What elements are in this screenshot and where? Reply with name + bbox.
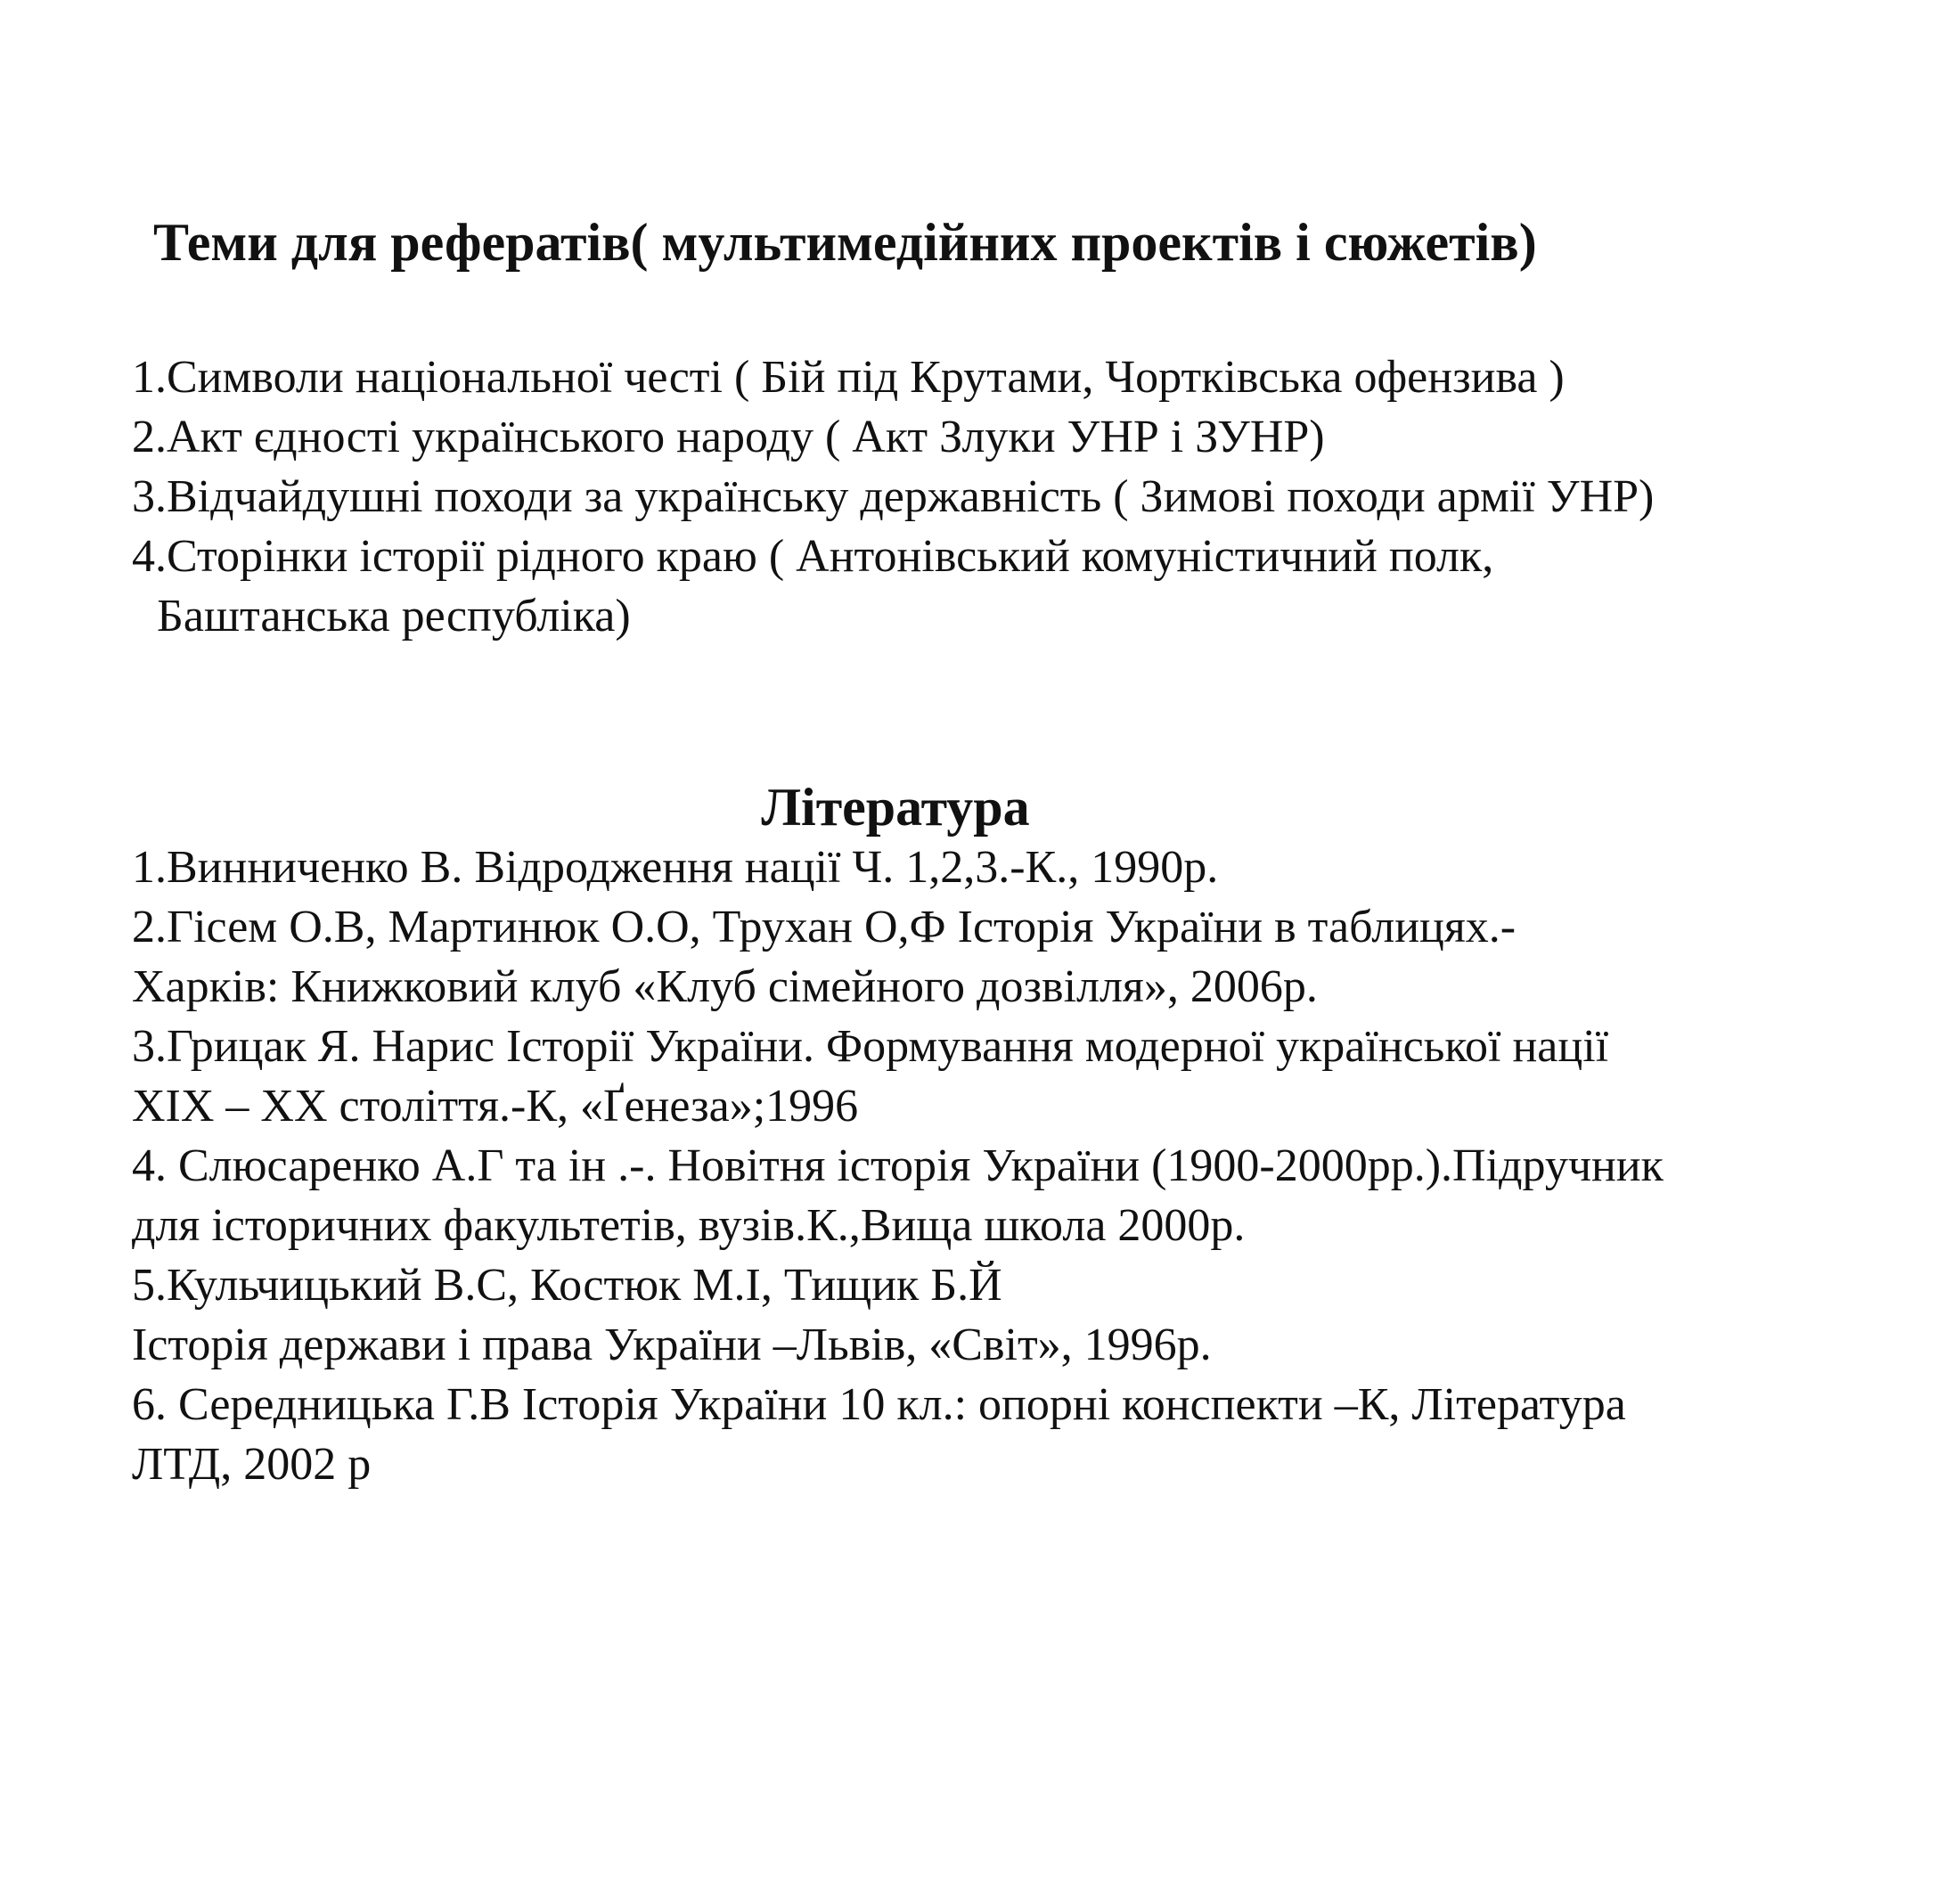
literature-line: 1.Винниченко В. Відродження нації Ч. 1,2,3.-К., 1990р. <box>132 842 1219 893</box>
topic-item: 3.Відчайдушні походи за українську державність ( Зимові походи армії УНР) <box>132 471 1655 522</box>
topic-item: 2.Акт єдності українського народу ( Акт Злуки УНР і ЗУНР) <box>132 412 1325 462</box>
literature-line: 2.Гісем О.В, Мартинюк О.О, Трухан О,Ф Історія України в таблицях.- <box>132 902 1517 952</box>
topics-list <box>132 347 1914 646</box>
topics-heading: Теми для рефератів( мультимедійних проектів і сюжетів) <box>153 213 1537 272</box>
literature-line: Історія держави і права України –Львів, «Світ», 1996р. <box>132 1320 1212 1370</box>
literature-line: для історичних факультетів, вузів.К.,Вища школа 2000р. <box>132 1200 1246 1251</box>
literature-line: ЛТД, 2002 р <box>132 1439 372 1490</box>
literature-line: 4. Слюсаренко А.Г та ін .-. Новітня історія України (1900-2000рр.).Підручник <box>132 1140 1664 1191</box>
literature-line: Харків: Книжковий клуб «Клуб сімейного дозвілля», 2006р. <box>132 961 1318 1012</box>
literature-line: ХІХ – ХХ століття.-К, «Ґенеза»;1996 <box>132 1081 859 1132</box>
literature-line: 3.Грицак Я. Нарис Історії України. Формування модерної української нації <box>132 1021 1609 1072</box>
topic-item-continuation: Баштанська республіка) <box>157 591 631 641</box>
literature-line: 6. Середницька Г.В Історія України 10 кл.: опорні конспекти –К, Література <box>132 1379 1626 1430</box>
topic-item: 1.Символи національної честі ( Бій під Крутами, Чортківська офензива ) <box>132 352 1565 403</box>
literature-list <box>132 838 1932 1494</box>
literature-heading: Література <box>761 778 1030 837</box>
topic-item: 4.Сторінки історії рідного краю ( Антонівський комуністичний полк, <box>132 531 1494 582</box>
literature-line: 5.Кульчицький В.С, Костюк М.І, Тищик Б.Й <box>132 1260 1002 1311</box>
